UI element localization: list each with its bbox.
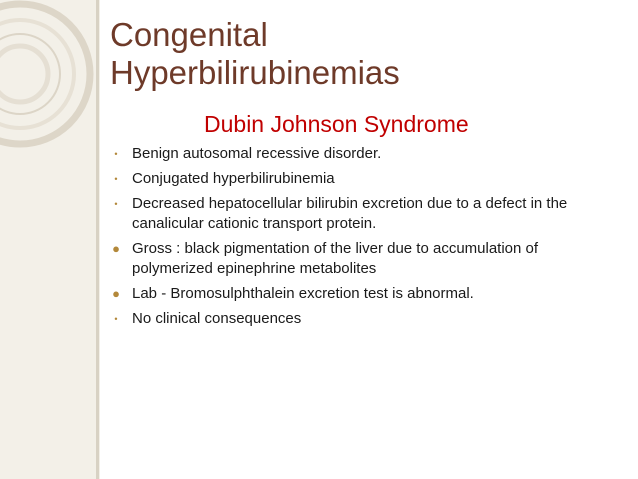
bullet-text: Benign autosomal recessive disorder. (132, 145, 382, 162)
bullet-circle-icon: ● (112, 241, 120, 256)
bullet-item (108, 309, 608, 329)
bullet-dot-icon: • (114, 149, 118, 159)
bullet-text: Conjugated hyperbilirubinemia (132, 170, 335, 187)
bullet-item (108, 169, 608, 189)
bullet-dot-icon: • (114, 174, 118, 184)
bullet-circle-icon: ● (112, 286, 120, 301)
bullet-item (108, 144, 608, 164)
bullet-text: Lab - Bromosulphthalein excretion test is abnormal. (132, 285, 474, 302)
title-line: Congenital (110, 16, 268, 53)
bullet-dot-icon: • (114, 314, 118, 324)
slide-subtitle: Dubin Johnson Syndrome (204, 111, 469, 137)
title-line: Hyperbilirubinemias (110, 54, 400, 91)
slide-title (110, 16, 610, 92)
bullet-text: Decreased hepatocellular bilirubin excretion due to a defect in the canalicular cationic transport protein. (132, 195, 568, 232)
bullet-item (108, 284, 608, 304)
bullet-item (108, 239, 608, 279)
bullet-list (108, 144, 608, 334)
bullet-text: Gross : black pigmentation of the liver due to accumulation of polymerized epinephrine metabolites (132, 240, 539, 277)
bullet-item (108, 194, 608, 234)
bullet-dot-icon: • (114, 199, 118, 209)
bullet-text: No clinical consequences (132, 310, 302, 327)
